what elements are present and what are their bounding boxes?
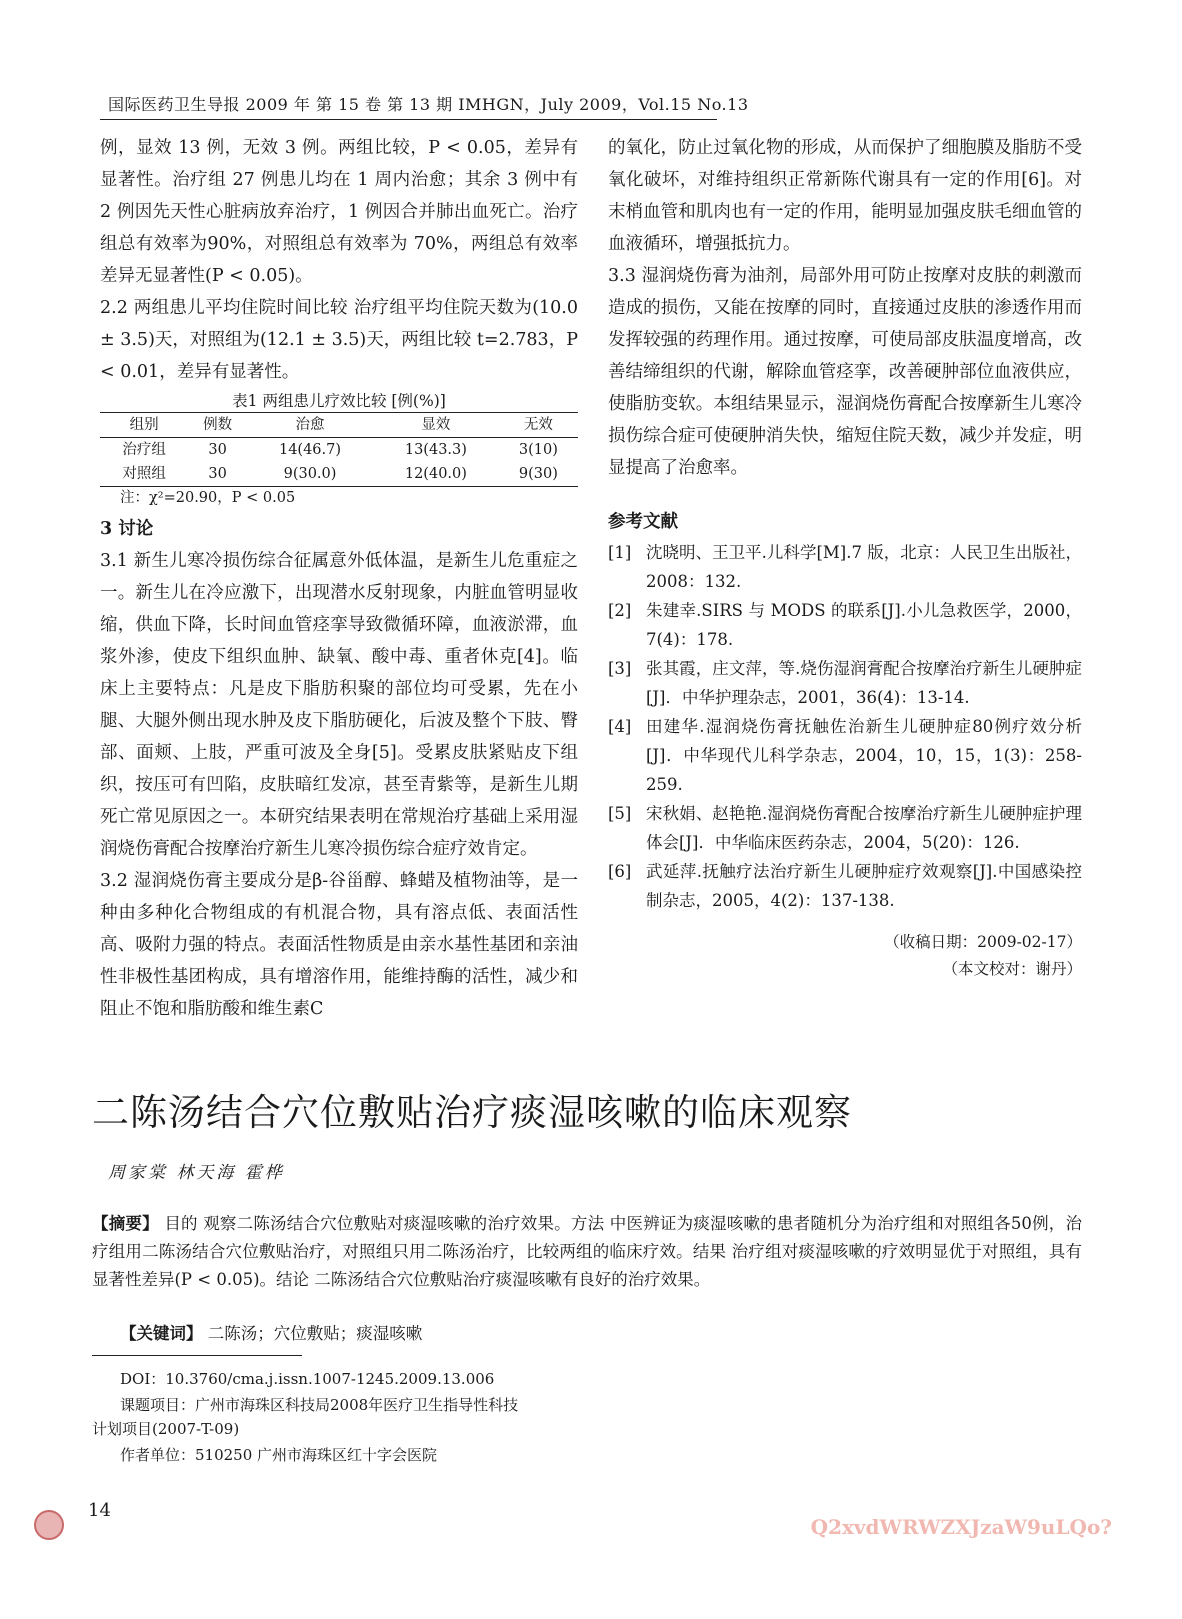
project-line-2: 计划项目(2007-T-09)	[92, 1420, 240, 1438]
section-3-2: 3.2 湿润烧伤膏主要成分是β-谷甾醇、蜂蜡及植物油等，是一种由多种化合物组成的有机混合物，具有溶点低、表面活性高、吸附力强的特点。表面活性物质是由亲水基性基团和亲油性非极性基团构成，具有增溶作用，能维持酶的活性，减少和阻止不饱和脂肪酸和维生素C	[100, 871, 578, 1019]
doi: DOI：10.3760/cma.j.issn.1007-1245.2009.13.006	[120, 1370, 495, 1388]
table-cell: 3(10)	[518, 442, 558, 458]
section-2-2: 2.2 两组患儿平均住院时间比较 治疗组平均住院天数为(10.0 ± 3.5)天，对照组为(12.1 ± 3.5)天，两组比较 t=2.783，P < 0.01，差异有显著性。	[100, 298, 578, 382]
table-cell: 30	[208, 442, 227, 458]
table-cell: 12(40.0)	[404, 466, 467, 482]
reference-text: 宋秋娟、赵艳艳.湿润烧伤膏配合按摩治疗新生儿硬肿症护理体会[J]．中华临床医药杂志，2004，5(20)：126.	[646, 804, 1082, 852]
reference-number: [3]	[608, 659, 632, 678]
reference-item	[608, 596, 1082, 654]
right-column	[608, 132, 1082, 983]
section-3-1: 3.1 新生儿寒冷损伤综合征属意外低体温，是新生儿危重症之一。新生儿在冷应激下，出现潜水反射现象，内脏血管明显收缩，供血下降，长时间血管痉挛导致微循环障，血液淤滞，血浆外渗，使皮下组织血肿、缺氧、酸中毒、重者休克[4]。临床上主要特点：凡是皮下脂肪积聚的部位均可受累，先在小腿、大腿外侧出现水肿及皮下脂肪硬化，后波及整个下肢、臀部、面颊、上肢，严重可波及全身[5]。受累皮肤紧贴皮下组织，按压可有凹陷，皮肤暗红发凉，甚至青紫等，是新生儿期死亡常见原因之一。本研究结果表明在常规治疗基础上采用湿润烧伤膏配合按摩治疗新生儿寒冷损伤综合症疗效肯定。	[100, 551, 578, 859]
section-3-heading: 3 讨论	[100, 519, 154, 539]
table-cell: 30	[208, 466, 227, 482]
table-cell: 9(30)	[518, 466, 558, 482]
col-header: 无效	[523, 417, 553, 433]
project-line-1: 课题项目：广州市海珠区科技局2008年医疗卫生指导性科技	[120, 1396, 519, 1414]
reference-text: 武延萍.抚触疗法治疗新生儿硬肿症疗效观察[J].中国感染控制杂志，2005，4(2)：137-138.	[646, 862, 1082, 910]
reference-item	[608, 538, 1082, 596]
table-cell: 13(43.3)	[404, 442, 467, 458]
reference-text: 田建华.湿润烧伤膏抚触佐治新生儿硬肿症80例疗效分析[J]．中华现代儿科学杂志，2004，10，15，1(3)：258-259.	[646, 717, 1082, 794]
reference-number: [4]	[608, 717, 632, 736]
references-heading: 参考文献	[608, 512, 678, 532]
table-header-row	[100, 413, 578, 438]
table-row	[100, 462, 578, 487]
keywords-label: 【关键词】	[120, 1324, 203, 1343]
abstract-text: 目的 观察二陈汤结合穴位敷贴对痰湿咳嗽的治疗效果。方法 中医辨证为痰湿咳嗽的患者随机分为治疗组和对照组各50例，治疗组用二陈汤结合穴位敷贴治疗，对照组只用二陈汤治疗，比较两组的临床疗效。结果 治疗组对痰湿咳嗽的疗效明显优于对照组，具有显著性差异(P < 0.05)。结论 二陈汤结合穴位敷贴治疗痰湿咳嗽有良好的治疗效果。	[92, 1214, 1083, 1289]
table-cell: 14(46.7)	[278, 442, 342, 458]
paragraph: 例，显效 13 例，无效 3 例。两组比较，P < 0.05，差异有显著性。治疗组 27 例患儿均在 1 周内治愈；其余 3 例中有 2 例因先天性心脏病放弃治疗，1 例因合并肺出血死亡。治疗组总有效率为90%，对照组总有效率为 70%，两组总有效率差异无显著性(P < 0.05)。	[100, 138, 578, 286]
reference-item	[608, 857, 1082, 915]
publisher-logo-icon	[34, 1510, 64, 1540]
keywords-text: 二陈汤；穴位敷贴；痰湿咳嗽	[207, 1324, 423, 1343]
abstract-label: 【摘要】	[92, 1214, 159, 1233]
reference-item	[608, 712, 1082, 799]
reference-text: 朱建幸.SIRS 与 MODS 的联系[J].小儿急救医学，2000，7(4)：178.	[646, 601, 1082, 649]
watermark: Q2xvdWRWZXJzaW9uLQo?	[810, 1515, 1112, 1539]
table-row	[100, 438, 578, 463]
table-cell: 治疗组	[122, 442, 166, 458]
received-date: （收稿日期：2009-02-17）	[884, 933, 1082, 951]
table-note: 注：χ²=20.90，P < 0.05	[120, 490, 296, 506]
reference-list	[608, 538, 1082, 915]
left-column	[100, 132, 578, 1025]
article-title: 二陈汤结合穴位敷贴治疗痰湿咳嗽的临床观察	[92, 1091, 852, 1134]
header-rule	[100, 119, 717, 120]
running-head: 国际医药卫生导报 2009 年 第 15 卷 第 13 期 IMHGN，July 2009，Vol.15 No.13	[108, 95, 749, 114]
section-3-3: 3.3 湿润烧伤膏为油剂，局部外用可防止按摩对皮肤的刺激而造成的损伤，又能在按摩的同时，直接通过皮肤的渗透作用而发挥较强的药理作用。通过按摩，可使局部皮肤温度增高，改善结缔组织的代谢，解除血管痉挛，改善硬肿部位血液供应，使脂肪变软。本组结果显示，湿润烧伤膏配合按摩新生儿寒冷损伤综合症可使硬肿消失快，缩短住院天数，减少并发症，明显提高了治愈率。	[608, 266, 1082, 478]
footnote-rule	[92, 1355, 302, 1356]
page-number: 14	[88, 1500, 111, 1521]
keywords	[120, 1320, 422, 1344]
col-header: 例数	[203, 417, 233, 433]
authors: 周家棠 林天海 霍桦	[108, 1163, 285, 1183]
col-header: 治愈	[295, 417, 325, 433]
col-header: 显效	[421, 417, 451, 433]
reference-number: [2]	[608, 601, 632, 620]
table-title: 表1 两组患儿疗效比较 [例(%)]	[232, 392, 446, 410]
efficacy-table	[100, 412, 578, 487]
reference-text: 沈晓明、王卫平.儿科学[M].7 版，北京：人民卫生出版社，2008：132.	[646, 543, 1082, 591]
table-cell: 对照组	[122, 466, 166, 482]
affiliation: 作者单位：510250 广州市海珠区红十字会医院	[120, 1446, 438, 1464]
reference-item	[608, 654, 1082, 712]
reference-text: 张其霞，庄文萍，等.烧伤湿润膏配合按摩治疗新生儿硬肿症[J]．中华护理杂志，2001，36(4)：13-14.	[646, 659, 1082, 707]
paragraph: 的氧化，防止过氧化物的形成，从而保护了细胞膜及脂肪不受氧化破坏，对维持组织正常新陈代谢具有一定的作用[6]。对末梢血管和肌肉也有一定的作用，能明显加强皮肤毛细血管的血液循环，增强抵抗力。	[608, 138, 1082, 254]
reference-number: [1]	[608, 543, 632, 562]
proofreader: （本文校对：谢丹）	[942, 960, 1082, 978]
table-cell: 9(30.0)	[283, 466, 337, 482]
reference-number: [5]	[608, 804, 632, 823]
reference-number: [6]	[608, 862, 632, 881]
col-header: 组别	[129, 417, 159, 433]
reference-item	[608, 799, 1082, 857]
abstract	[92, 1210, 1082, 1294]
